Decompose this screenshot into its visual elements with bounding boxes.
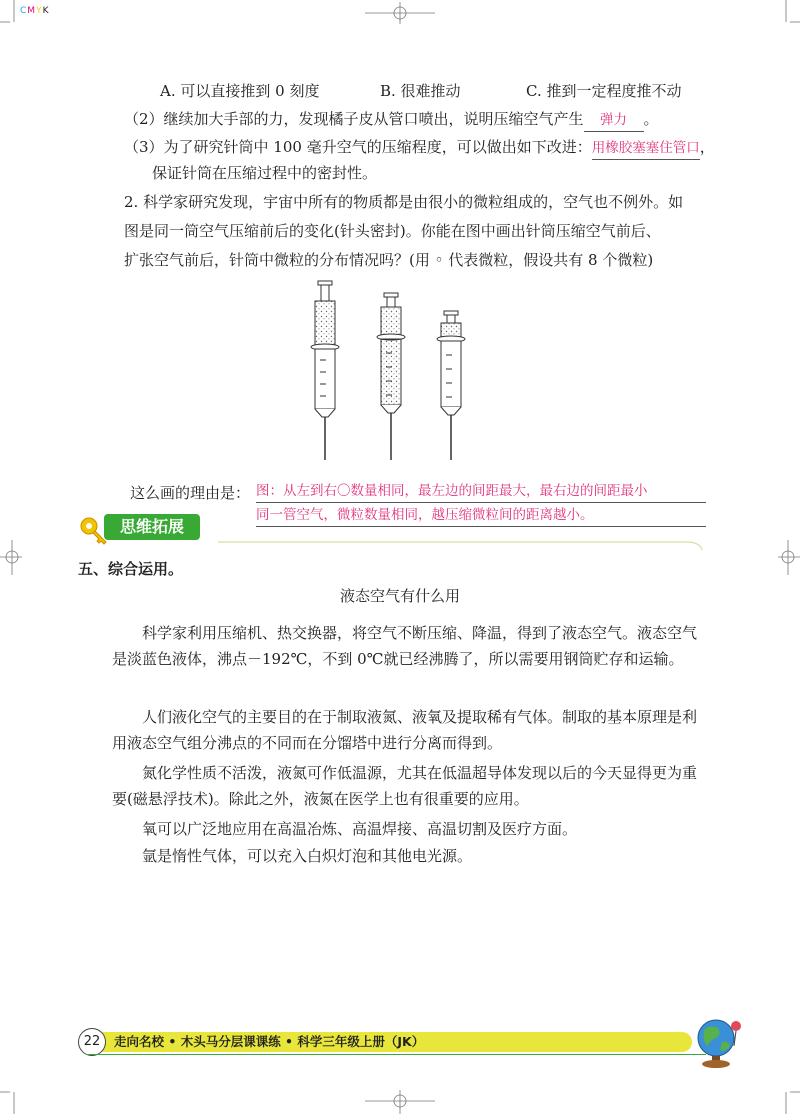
section-banner: 思维拓展 bbox=[104, 514, 200, 540]
q1-part3-line1 bbox=[124, 136, 715, 160]
syringe-middle bbox=[377, 293, 405, 460]
section5-heading: 五、综合运用。 bbox=[78, 560, 184, 578]
article-paragraph-4: 氧可以广泛地应用在高温冶炼、高温焊接、高温切割及医疗方面。 bbox=[142, 820, 578, 838]
q1-part3-text: （3）为了研究针筒中 100 毫升空气的压缩程度，可以做出如下改进： bbox=[124, 138, 592, 156]
cmyk-mark: CMYK bbox=[20, 6, 50, 16]
syringe-left bbox=[311, 281, 339, 460]
article-paragraph-5: 氩是惰性气体，可以充入白炽灯泡和其他电光源。 bbox=[142, 847, 473, 865]
option-a: A. 可以直接推到 0 刻度 bbox=[160, 82, 320, 100]
q2-line1: 2. 科学家研究发现，宇宙中所有的物质都是由很小的微粒组成的，空气也不例外。如 bbox=[124, 193, 684, 211]
q2-line3: 扩张空气前后，针筒中微粒的分布情况吗？(用 ◦ 代表微粒，假设共有 8 个微粒) bbox=[124, 251, 654, 269]
q1-part2 bbox=[124, 108, 659, 132]
page-number: 22 bbox=[78, 1028, 106, 1056]
q1-part3-answer: 用橡胶塞塞住管口 bbox=[592, 137, 700, 160]
footer-book-title: 走向名校 • 木头马分层课课练 • 科学三年级上册（JK） bbox=[114, 1034, 425, 1049]
q1-part2-end: 。 bbox=[643, 110, 659, 128]
q1-part3-line2: 保证针筒在压缩过程中的密封性。 bbox=[152, 164, 378, 182]
article-paragraph-2: 人们液化空气的主要目的在于制取液氮、液氧及提取稀有气体。制取的基本原理是利用液态空气组分沸点的不同而在分馏塔中进行分离而得到。 bbox=[112, 708, 698, 752]
key-icon bbox=[81, 518, 106, 544]
option-b: B. 很难推动 bbox=[380, 82, 461, 100]
reason-answer-line2: 同一管空气，微粒数量相同，越压缩微粒间的距离越小。 bbox=[256, 504, 706, 527]
q1-part2-text: （2）继续加大手部的力，发现橘子皮从管口喷出，说明压缩空气产生 bbox=[124, 110, 584, 128]
article-paragraph-3: 氮化学性质不活泼，液氮可作低温源，尤其在低温超导体发现以后的今天显得更为重要(磁悬浮技术)。除此之外，液氮在医学上也有很重要的应用。 bbox=[112, 764, 698, 808]
globe-mascot-icon bbox=[688, 1012, 748, 1072]
q1-part2-answer: 弹力 bbox=[584, 109, 644, 132]
article-title: 液态空气有什么用 bbox=[339, 587, 460, 605]
syringes-illustration bbox=[300, 275, 480, 465]
syringe-right bbox=[437, 311, 465, 460]
reason-label: 这么画的理由是： bbox=[130, 484, 251, 502]
footer-line bbox=[86, 1054, 706, 1055]
article-paragraph-1: 科学家利用压缩机、热交换器，将空气不断压缩、降温，得到了液态空气。液态空气是淡蓝色液体，沸点－192℃，不到 0℃就已经沸腾了，所以需要用钢筒贮存和运输。 bbox=[112, 624, 698, 668]
q1-part3-end: ， bbox=[699, 138, 715, 156]
q2-line2: 图是同一筒空气压缩前后的变化(针头密封)。你能在图中画出针筒压缩空气前后、 bbox=[124, 222, 661, 240]
reason-answer-line1: 图：从左到右〇数量相同，最左边的间距最大，最右边的间距最小 bbox=[256, 480, 706, 503]
option-c: C. 推到一定程度推不动 bbox=[526, 82, 682, 100]
